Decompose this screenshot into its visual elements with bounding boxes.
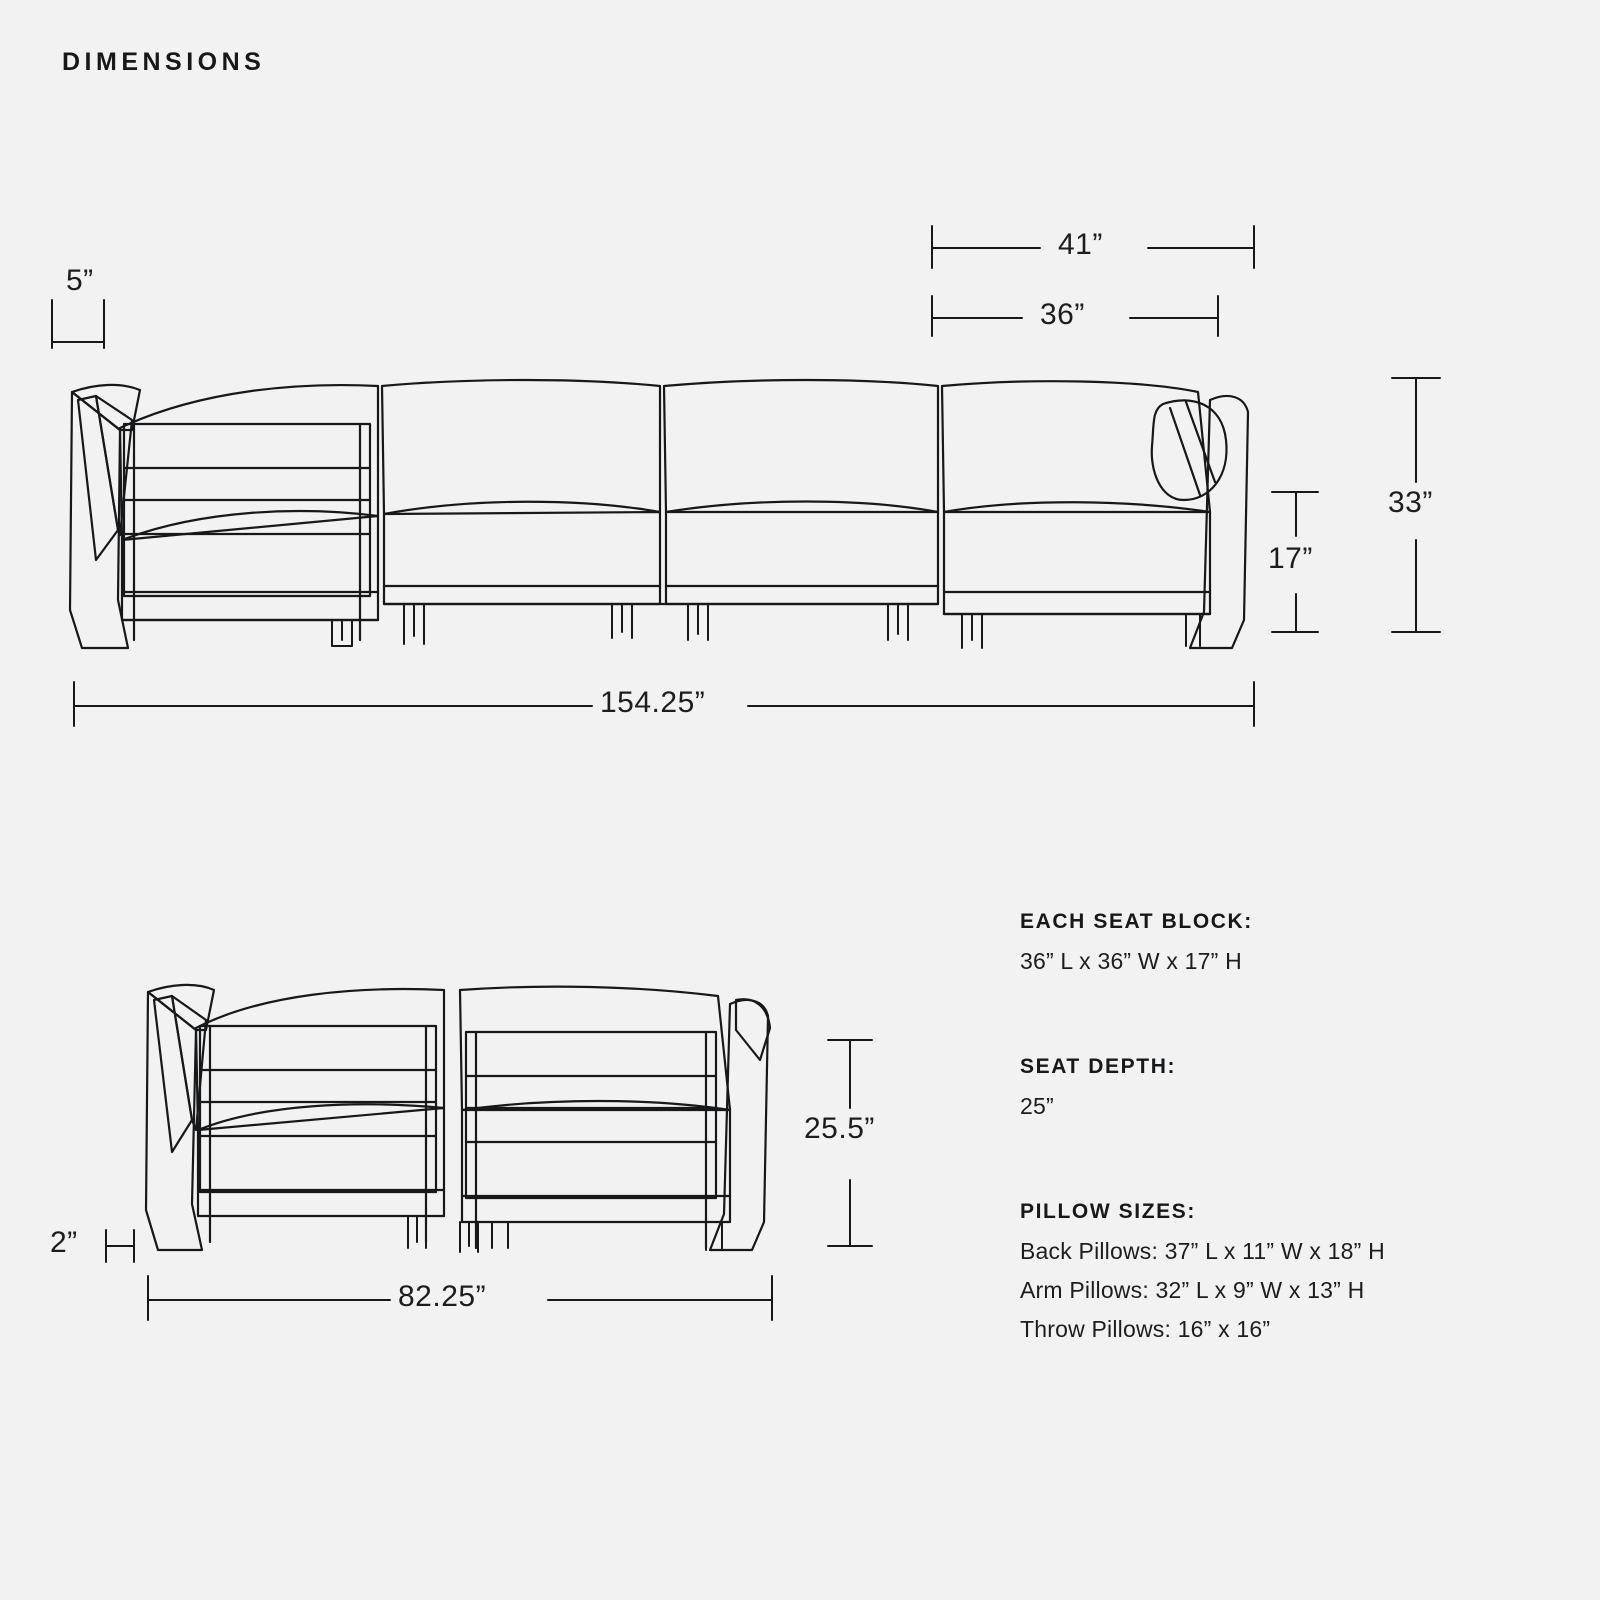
spec-line: 36” L x 36” W x 17” H xyxy=(1020,948,1242,974)
spec-heading: SEAT DEPTH: xyxy=(1020,1055,1177,1078)
dim-seat-height: 17” xyxy=(1268,542,1313,575)
dim-arm-width: 5” xyxy=(66,264,94,297)
spec-line: 25” xyxy=(1020,1093,1054,1119)
spec-seat-depth xyxy=(1020,1055,1176,1132)
dim-overall-length: 154.25” xyxy=(600,686,706,719)
spec-heading: PILLOW SIZES: xyxy=(1020,1200,1196,1223)
dim-side-height: 25.5” xyxy=(804,1112,875,1145)
spec-line-back-pillows: Back Pillows: 37” L x 11” W x 18” H xyxy=(1020,1238,1385,1264)
dim-leg-height: 2” xyxy=(50,1226,78,1259)
page-title: DIMENSIONS xyxy=(62,48,266,76)
dim-overall-height: 33” xyxy=(1388,486,1433,519)
front-elevation-dimension-lines xyxy=(52,226,1440,726)
side-elevation-sofa xyxy=(146,985,770,1252)
dim-module-seat-width: 36” xyxy=(1040,298,1085,331)
spec-heading: EACH SEAT BLOCK: xyxy=(1020,910,1253,933)
side-elevation-dimension-lines xyxy=(106,1040,872,1320)
spec-pillow-sizes xyxy=(1020,1200,1385,1355)
spec-line-arm-pillows: Arm Pillows: 32” L x 9” W x 13” H xyxy=(1020,1277,1365,1303)
dim-overall-depth: 82.25” xyxy=(398,1280,487,1313)
dim-module-outer-width: 41” xyxy=(1058,228,1103,261)
front-elevation-sofa xyxy=(70,380,1248,648)
spec-line-throw-pillows: Throw Pillows: 16” x 16” xyxy=(1020,1316,1271,1342)
spec-each-seat-block xyxy=(1020,910,1253,987)
